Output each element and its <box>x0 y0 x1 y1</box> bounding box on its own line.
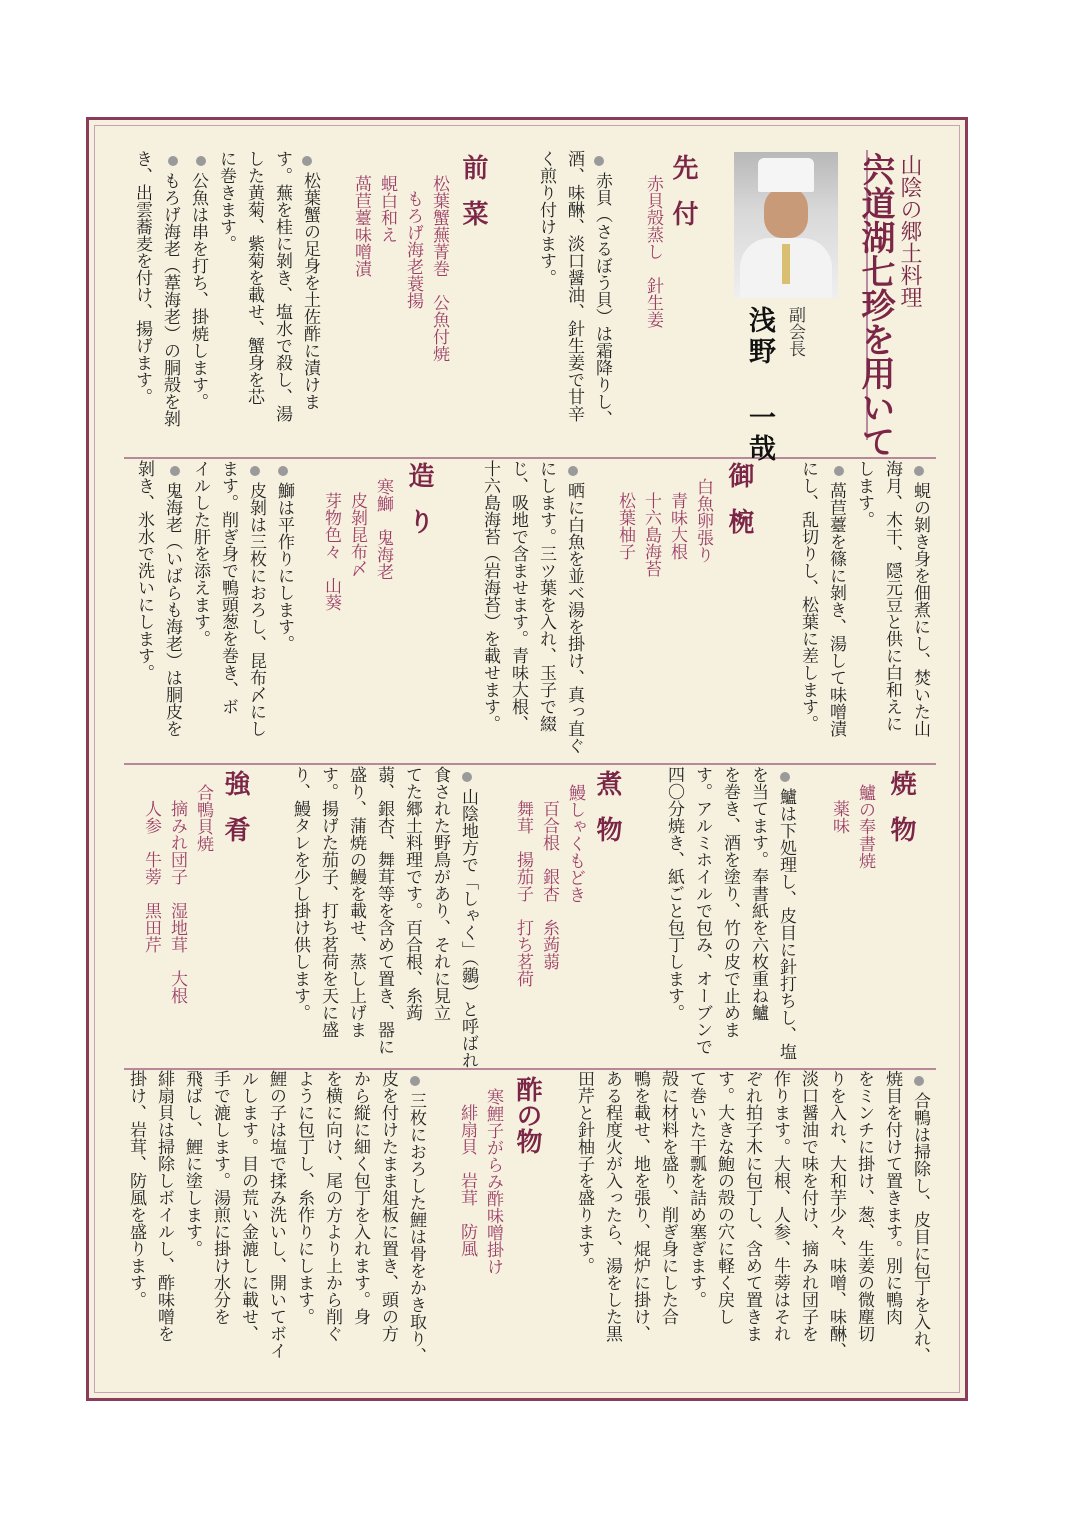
note-shiizakana-8: す。大きな鮑の殻の穴に軽く戻し <box>714 1070 734 1325</box>
note-wan-3: じ、吸地で含ませます。青味大根、 <box>508 460 528 732</box>
heading-sakizuke: 先付 <box>668 154 698 246</box>
dish-tsukuri-1: 寒鰤 鬼海老 <box>373 478 393 580</box>
bullet <box>410 1076 420 1086</box>
dish-yakimono-1: 鱸の奉書焼 <box>855 784 875 869</box>
bullet <box>914 466 924 476</box>
heading-zensai: 前菜 <box>458 154 488 246</box>
bullet <box>278 466 288 476</box>
note-yakimono-2: を当てます。奉書紙を六枚重ね鱸 <box>748 766 768 1021</box>
bullet <box>568 466 578 476</box>
note-sakizuke-3: く煎り付けます。 <box>536 150 556 286</box>
dish-shiizakana-1: 合鴨貝焼 <box>193 784 213 852</box>
note-nimono-5: 盛り、蒲焼の鰻を載せ、蒸し上げま <box>346 766 366 1038</box>
dish-yakimono-2: 薬味 <box>829 800 849 834</box>
note-shiizakana-6: 作ります。大根、人参、牛蒡はそれ <box>770 1070 790 1342</box>
note-sakizuke-1: 赤貝（さるぼう貝）は霜降りし、 <box>592 172 612 427</box>
note-nimono-2: 食された野鳥があり、それに見立 <box>430 766 450 1021</box>
dish-wan-4: 松葉柚子 <box>615 492 635 560</box>
author-name: 浅野 一哉 <box>744 306 775 465</box>
author-photo <box>734 152 838 298</box>
note-nimono-3: てた郷土料理です。百合根、糸蒟 <box>402 766 422 1021</box>
note-sunomono-6: 鯉の子は塩で揉み洗いし、開いてボイ <box>266 1070 286 1359</box>
note-zensai-7: き、出雲蕎麦を付け、揚げます。 <box>132 150 152 405</box>
heading-shiizakana: 強肴 <box>220 770 250 862</box>
note-shiizakana-13: 田芹と針柚子を盛ります。 <box>574 1070 594 1274</box>
note-zensai-5: 公魚は串を打ち、掛焼します。 <box>188 172 208 410</box>
note-shijimi-1: 蜆の剝き身を佃煮にし、焚いた山 <box>910 482 930 737</box>
note-yakimono-5: 四〇分焼き、紙ごと包丁します。 <box>664 766 684 1021</box>
page-title: 宍道湖七珍を用いて <box>855 152 895 458</box>
note-sunomono-9: 飛ばし、鯉に塗します。 <box>182 1070 202 1257</box>
note-shiizakana-11: 鴨を載せ、地を張り、焜炉に掛け、 <box>630 1070 650 1342</box>
note-sunomono-1: 三枚におろした鯉は骨をかき取り、 <box>406 1092 426 1364</box>
dish-sunomono-1: 寒鯉子がらみ酢味噌掛け <box>483 1088 503 1275</box>
dish-sunomono-2: 緋扇貝 岩茸 防風 <box>457 1104 477 1257</box>
bullet <box>834 466 844 476</box>
note-sunomono-7: ルします。目の荒い金漉しに載せ、 <box>238 1070 258 1342</box>
dish-zensai-3: 蜆白和え <box>377 175 397 243</box>
note-tsukuri-1: 鰤は平作りにします。 <box>274 482 294 652</box>
bullet <box>170 466 180 476</box>
bullet <box>914 1076 924 1086</box>
note-nimono-7: り、鰻タレを少し掛け供します。 <box>290 766 310 1021</box>
divider-2 <box>124 763 936 765</box>
note-nimono-1: 山陰地方で「しゃく」（鶸）と呼ばれ <box>458 788 478 1069</box>
note-sakizuke-2: 酒、味醂、淡口醤油、針生姜で甘辛 <box>564 150 584 422</box>
note-wan-1: 晒に白魚を並べ湯を掛け、真っ直ぐ <box>564 482 584 754</box>
heading-sunomono: 酢の物 <box>512 1076 542 1154</box>
bullet <box>168 156 178 166</box>
note-nimono-4: 蒻、銀杏、舞茸等を含めて置き、器に <box>374 766 394 1055</box>
heading-wan: 御椀 <box>724 462 754 554</box>
note-zensai-3: した黄菊、紫菊を載せ、蟹身を芯 <box>244 150 264 405</box>
note-yakimono-4: す。アルミホイルで包み、オーブンで <box>692 766 712 1055</box>
dish-wan-2: 青味大根 <box>667 492 687 560</box>
note-sunomono-5: ように包丁し、糸作りにします。 <box>294 1070 314 1325</box>
note-sunomono-10: 緋扇貝は掃除しボイルし、酢味噌を <box>154 1070 174 1342</box>
dish-zensai-2: もろげ海老蓑揚 <box>403 190 423 309</box>
note-zensai-4: に巻きます。 <box>216 150 236 252</box>
note-shiizakana-3: をミンチに掛け、葱、生姜の微塵切 <box>854 1070 874 1342</box>
page-subtitle: 山陰の郷土料理 <box>897 154 922 308</box>
note-sunomono-2: 皮を付けたまま俎板に置き、頭の方 <box>378 1070 398 1342</box>
note-sunomono-8: 手で漉します。湯煎に掛け水分を <box>210 1070 230 1325</box>
note-shiizakana-12: ある程度火が入ったら、湯をした黒 <box>602 1070 622 1342</box>
dish-tsukuri-2: 皮剝昆布〆 <box>347 492 367 577</box>
note-shijimi-3: します。 <box>854 460 874 528</box>
bullet <box>462 772 472 782</box>
note-shijimi-2: 海月、木干、隠元豆と供に白和えに <box>882 460 902 732</box>
note-zensai-2: す。蕪を桂に剝き、塩水で殺し、湯 <box>272 150 292 422</box>
bullet <box>780 772 790 782</box>
note-tsukuri-4: イルした肝を添えます。 <box>190 460 210 647</box>
note-shiizakana-4: りを入れ、大和芋少々、味噌、味醂、 <box>826 1070 846 1359</box>
author-role: 副会長 <box>785 306 805 357</box>
note-tsukuri-3: ます。削ぎ身で鴨頭葱を巻き、ボ <box>218 460 238 715</box>
bullet <box>196 156 206 166</box>
note-shijimi-5: にし、乱切りし、松葉に差します。 <box>798 460 818 732</box>
note-wan-4: 十六島海苔（岩海苔）を載せます。 <box>480 460 500 732</box>
note-shiizakana-5: 淡口醤油で味を付け、摘みれ団子を <box>798 1070 818 1342</box>
dish-nimono-2: 百合根 銀杏 糸蒟蒻 <box>539 800 559 970</box>
dish-nimono-3: 舞茸 揚茄子 打ち茗荷 <box>513 800 533 987</box>
note-shiizakana-2: 焼目を付けて置きます。別に鴨肉 <box>882 1070 902 1325</box>
note-nimono-6: す。揚げた茄子、打ち茗荷を天に盛 <box>318 766 338 1038</box>
bullet <box>594 156 604 166</box>
note-zensai-1: 松葉蟹の足身を土佐酢に漬けま <box>300 172 320 410</box>
heading-tsukuri: 造り <box>404 462 434 554</box>
note-shiizakana-10: 殻に材料を盛り、削ぎ身にした合 <box>658 1070 678 1325</box>
dish-zensai-1: 松葉蟹蕪菁巻 公魚付焼 <box>429 175 449 362</box>
heading-yakimono: 焼物 <box>886 770 916 862</box>
dish-shiizakana-3: 人参 牛蒡 黒田芹 <box>141 800 161 953</box>
note-tsukuri-2: 皮剝は三枚におろし、昆布〆にし <box>246 482 266 737</box>
bullet <box>250 466 260 476</box>
note-yakimono-3: を巻き、酒を塗り、竹の皮で止めま <box>720 766 740 1038</box>
dish-shiizakana-2: 摘みれ団子 湿地茸 大根 <box>167 800 187 1004</box>
note-zensai-6: もろげ海老（葦海老）の胴殻を剝 <box>160 172 180 427</box>
note-sunomono-3: から縦に細く包丁を入れます。身 <box>350 1070 370 1325</box>
note-sunomono-11: 掛け、岩茸、防風を盛ります。 <box>126 1070 146 1308</box>
note-shiizakana-9: て巻いた干瓢を詰め塞ぎます。 <box>686 1070 706 1308</box>
note-shijimi-4: 萵苣薹を篠に剝き、湯して味噌漬 <box>826 482 846 737</box>
dish-wan-1: 白魚卵張り <box>693 478 713 563</box>
note-shiizakana-1: 合鴨は掃除し、皮目に包丁を入れ、 <box>910 1092 930 1364</box>
dish-wan-3: 十六島海苔 <box>641 492 661 577</box>
note-tsukuri-6: 剝き、氷水で洗いにします。 <box>134 460 154 681</box>
dish-nimono-1: 鰻しゃくもどき <box>565 784 585 903</box>
bullet <box>302 156 312 166</box>
note-tsukuri-5: 鬼海老（いばらも海老）は胴皮を <box>162 482 182 737</box>
note-sunomono-4: を横に向け、尾の方より上から削ぐ <box>322 1070 342 1342</box>
divider-1 <box>124 457 936 459</box>
heading-nimono: 煮物 <box>592 770 622 862</box>
dish-tsukuri-3: 芽物色々 山葵 <box>321 492 341 611</box>
note-shiizakana-7: ぞれ拍子木に包丁し、含めて置きま <box>742 1070 762 1342</box>
dish-sakizuke: 赤貝殻蒸し 針生姜 <box>643 175 663 328</box>
dish-zensai-4: 萵苣薹味噌漬 <box>351 175 371 277</box>
note-wan-2: にします。三ツ葉を入れ、玉子で綴 <box>536 460 556 732</box>
note-yakimono-1: 鱸は下処理し、皮目に針打ちし、塩 <box>776 788 796 1060</box>
